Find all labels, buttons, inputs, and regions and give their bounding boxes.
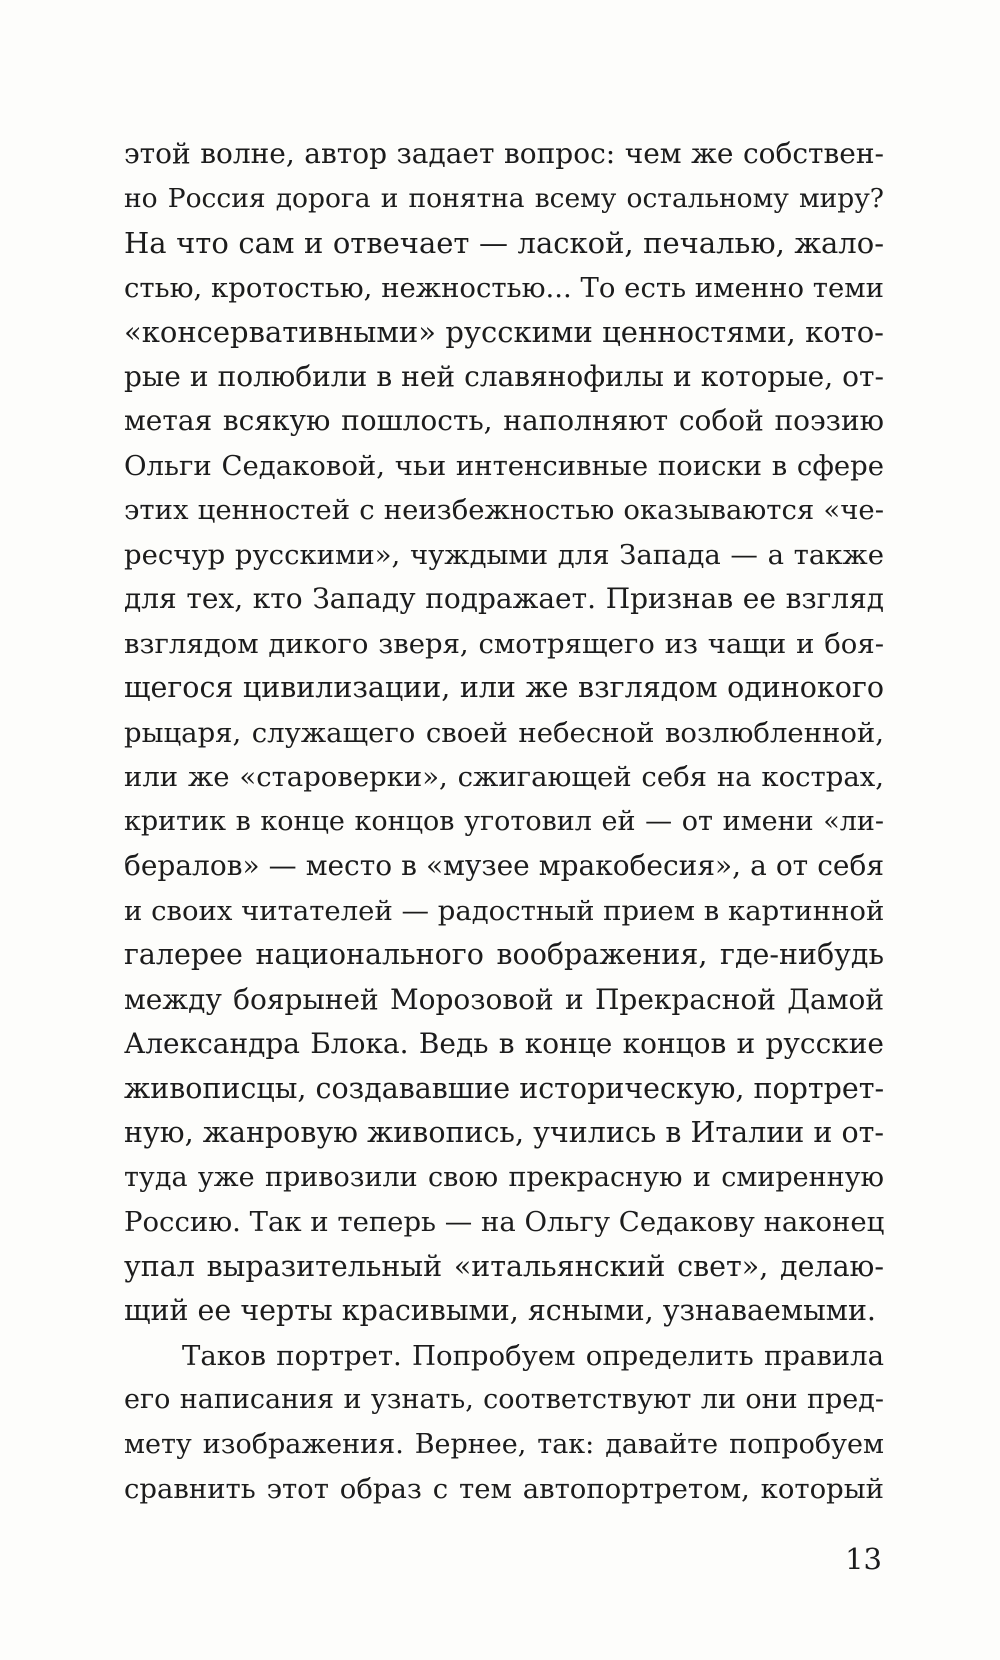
text-line: или же «староверки», сжигающей себя на кострах, xyxy=(124,761,884,793)
text-line: живописцы, создававшие историческую, портрет- xyxy=(124,1071,885,1105)
text-line: метая всякую пошлость, наполняют собой поэзию xyxy=(124,404,884,437)
text-line: для тех, кто Западу подражает. Признав ее взгляд xyxy=(124,582,884,615)
text-line: сравнить этот образ с тем автопортретом, который xyxy=(124,1473,884,1505)
text-line: щегося цивилизации, или же взглядом одинокого xyxy=(124,671,884,704)
text-line: «консервативными» русскими ценностями, кото- xyxy=(124,315,884,349)
text-line: щий ее черты красивыми, ясными, узнаваемыми. xyxy=(124,1294,876,1327)
text-line: рые и полюбили в ней славянофилы и которые, от- xyxy=(124,359,884,393)
paragraph-1 xyxy=(124,132,884,1334)
page-number: 13 xyxy=(845,1542,882,1576)
text-line: этих ценностей с неизбежностью оказываются «че- xyxy=(124,494,884,526)
text-line: галерее национального воображения, где-нибудь xyxy=(124,938,884,971)
text-line: рыцаря, служащего своей небесной возлюбленной, xyxy=(124,716,884,749)
text-line: ресчур русскими», чуждыми для Запада — а также xyxy=(124,538,884,571)
text-line: бералов» — место в «музее мракобесия», а от себя xyxy=(124,849,884,882)
text-line: мету изображения. Вернее, так: давайте попробуем xyxy=(124,1428,884,1460)
text-line: Россию. Так и теперь — на Ольгу Седакову наконец xyxy=(124,1206,885,1238)
text-line: между боярыней Морозовой и Прекрасной Дамой xyxy=(124,982,884,1016)
text-line: Александра Блока. Ведь в конце концов и русские xyxy=(124,1027,884,1060)
text-line: ную, жанровую живопись, учились в Италии и от- xyxy=(124,1116,884,1149)
text-line: и своих читателей — радостный прием в картинной xyxy=(124,894,885,927)
text-line: стью, кротостью, нежностью... То есть именно теми xyxy=(124,271,884,304)
text-line: На что сам и отвечает — лаской, печалью, жало- xyxy=(124,226,884,260)
body-text xyxy=(124,132,884,1512)
text-line: упал выразительный «итальянский свет», делаю- xyxy=(124,1249,884,1283)
text-line: Таков портрет. Попробуем определить правила xyxy=(182,1339,884,1372)
text-line: взглядом дикого зверя, смотрящего из чащи и боя- xyxy=(124,627,884,660)
text-line: его написания и узнать, соответствуют ли они пред- xyxy=(124,1384,884,1415)
text-line: туда уже привозили свою прекрасную и смиренную xyxy=(124,1161,884,1193)
text-line: Ольги Седаковой, чьи интенсивные поиски в сфере xyxy=(124,449,884,482)
text-line: этой волне, автор задает вопрос: чем же собствен- xyxy=(124,137,884,170)
text-line: но Россия дорога и понятна всему остальному миру? xyxy=(124,182,884,214)
text-line: критик в конце концов уготовил ей — от имени «ли- xyxy=(124,805,884,837)
paragraph-2 xyxy=(124,1334,884,1512)
